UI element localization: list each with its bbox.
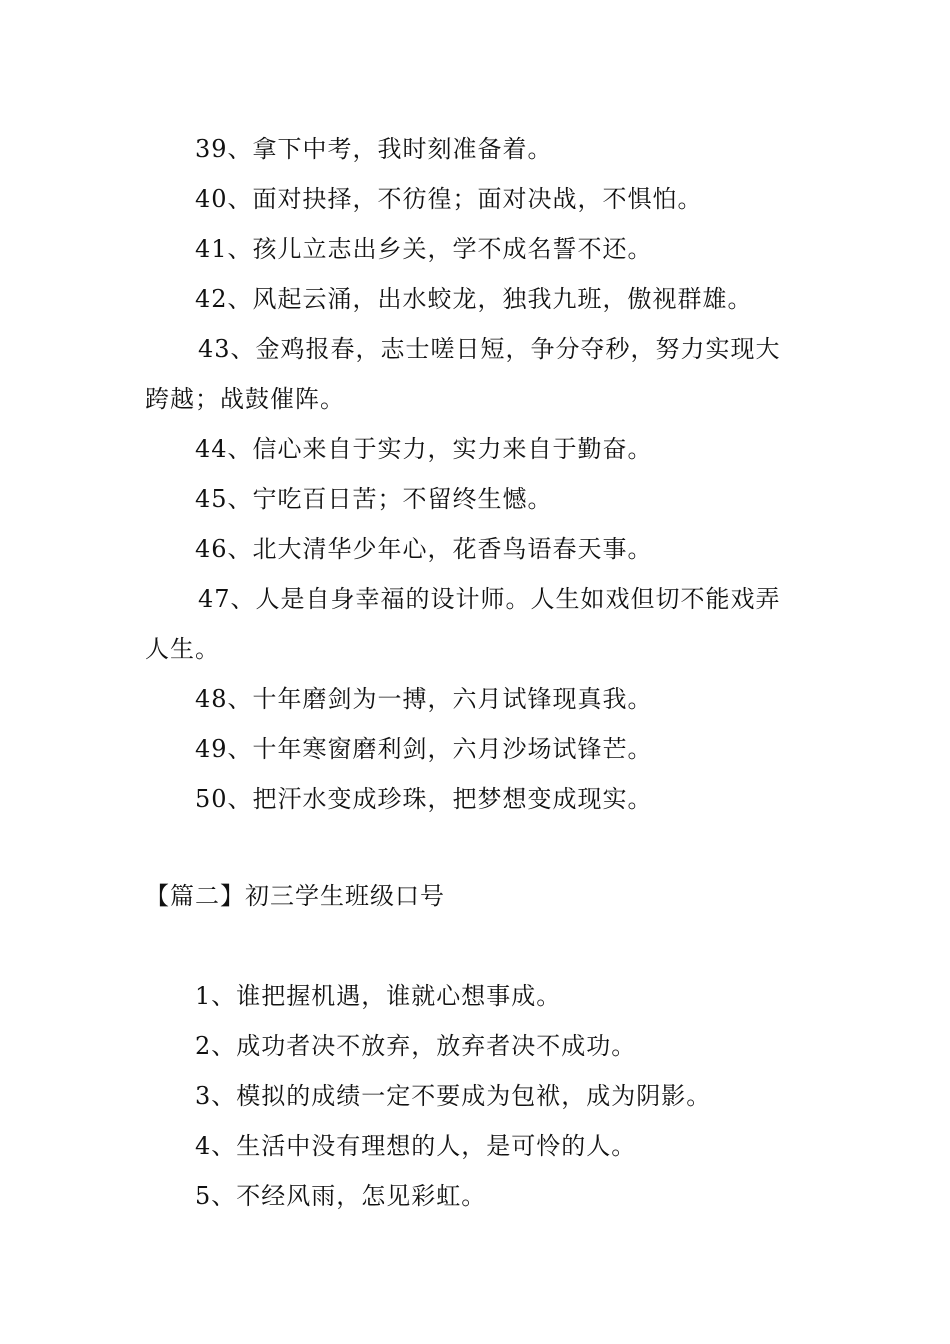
slogan-1: 1、谁把握机遇，谁就心想事成。 [195,982,562,1010]
slogan-47-line2: 人生。 [145,635,220,663]
slogan-43-line1: 43、金鸡报春，志士嗟日短，争分夺秒，努力实现大 [198,335,781,363]
slogan-39: 39、拿下中考，我时刻准备着。 [195,135,553,163]
slogan-3: 3、模拟的成绩一定不要成为包袱，成为阴影。 [195,1082,712,1110]
slogan-43-line2: 跨越；战鼓催阵。 [145,385,345,413]
slogan-40: 40、面对抉择，不彷徨；面对决战，不惧怕。 [195,185,703,213]
slogan-44: 44、信心来自于实力，实力来自于勤奋。 [195,435,653,463]
section-heading: 【篇二】初三学生班级口号 [145,882,445,910]
slogan-46: 46、北大清华少年心，花香鸟语春天事。 [195,535,653,563]
slogan-42: 42、风起云涌，出水蛟龙，独我九班，傲视群雄。 [195,285,753,313]
slogan-41: 41、孩儿立志出乡关，学不成名誓不还。 [195,235,653,263]
slogan-49: 49、十年寒窗磨利剑，六月沙场试锋芒。 [195,735,653,763]
slogan-48: 48、十年磨剑为一搏，六月试锋现真我。 [195,685,653,713]
slogan-47-line1: 47、人是自身幸福的设计师。人生如戏但切不能戏弄 [198,585,781,613]
slogan-4: 4、生活中没有理想的人，是可怜的人。 [195,1132,637,1160]
slogan-2: 2、成功者决不放弃，放弃者决不成功。 [195,1032,637,1060]
slogan-5: 5、不经风雨，怎见彩虹。 [195,1182,487,1210]
slogan-45: 45、宁吃百日苦；不留终生憾。 [195,485,553,513]
slogan-50: 50、把汗水变成珍珠，把梦想变成现实。 [195,785,653,813]
